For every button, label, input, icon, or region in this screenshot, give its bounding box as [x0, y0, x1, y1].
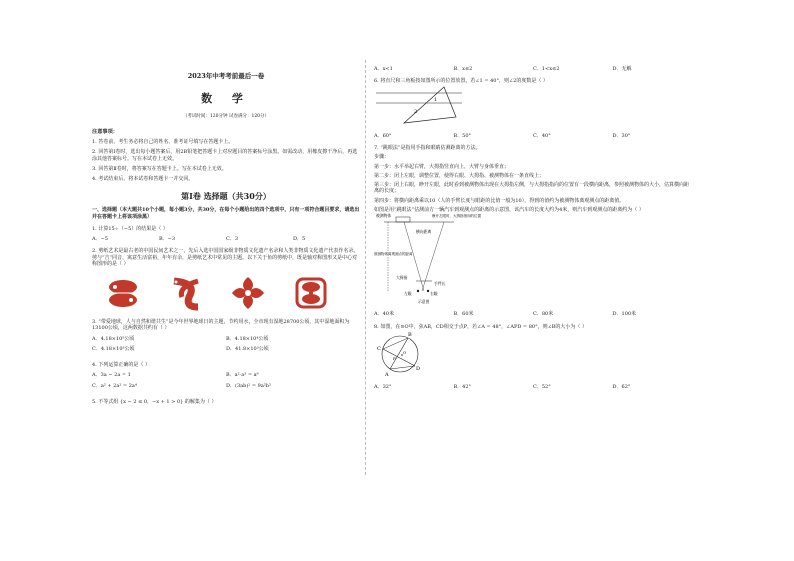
question-stem: 8. 如图，在⊙O中，弦AB，CD相交于点P，若∠A = 48°，∠APD = 80°，则∠B的大小为（ ）	[374, 323, 588, 330]
diagram-label-lateral: 横向距离	[416, 229, 432, 234]
diagram-label-left-eye-view: 睁开左眼时，大拇指指向的位置	[432, 214, 481, 218]
options	[92, 372, 360, 393]
question-stem: 7. “跳眼法”是指用手指和眼睛估测距离的方法。	[374, 145, 481, 151]
option-b: B．x≤2	[453, 66, 473, 72]
option-d: D．62°	[612, 384, 631, 390]
diagram-caption: 示意图	[418, 299, 430, 304]
question-stem: 6. 将直尺和三角板按如图所示的位置放置，若∠1 = 40°，则∠2的度数是（ ）	[374, 78, 548, 85]
point-label-o: O	[403, 349, 407, 355]
question-1	[92, 226, 360, 243]
options	[374, 133, 692, 139]
ruler-triangle-figure	[374, 85, 464, 127]
options	[92, 236, 360, 242]
option-b: B．−3	[159, 236, 176, 242]
section-title: 第Ⅰ卷 选择题（共30分）	[181, 191, 271, 202]
question-stem: 3. “带爱地球，人与自然和谐共生”是今年世界地球日的主题，节约用水，全市现有湿地28700公顷，其中湿地面积为13100公顷，这两数据共约有（ ）	[92, 319, 350, 332]
option-b: B．60米	[453, 311, 474, 318]
option-d: D．100米	[612, 311, 637, 318]
option-b: B．50°	[453, 132, 472, 139]
question-7	[374, 145, 692, 318]
option-a: A．3a − 2a = 1	[92, 372, 131, 379]
diagram-label-left-eye: 左眼	[404, 291, 412, 296]
papercut-fish-d-image	[291, 273, 331, 313]
question-stem: 4. 下列运算正确的是（ ）	[92, 362, 150, 368]
diagram-label-object: 被测物体	[376, 213, 392, 218]
option-a: A．32°	[374, 384, 392, 390]
section-instruction: 一、选择题（本大题共10个小题，每小题3分，共30分，在每个小题给出的四个选项中，只有一项符合题目要求，请选出并在答题卡上将该项涂黑）	[92, 207, 360, 220]
step-item: 第二步：闭上左眼，调整位置，使得右眼、大拇指、被测物体在一条直线上；	[374, 172, 545, 179]
option-c: C．1<x≤2	[533, 66, 560, 72]
option-c: C．40°	[533, 132, 551, 139]
diagram-label-thumb: 大拇指	[396, 275, 408, 280]
question-6	[374, 78, 692, 139]
svg-text:1: 1	[434, 96, 438, 103]
option-a: A．60°	[374, 132, 392, 139]
step-item: 第四步：将横向距离乘以10（人的手臂长度与眼距的比值一般为10），得到的值约为被测物体离观测点的距离值。	[374, 197, 625, 204]
option-a: A．40米	[374, 311, 394, 318]
right-column	[374, 62, 692, 390]
option-d: D．5	[293, 236, 306, 242]
option-c: C．a² + 2a² = 2a⁴	[92, 382, 137, 389]
point-label-b: B	[408, 331, 412, 338]
diagram-label-distance: 被测物体离观测点的距离	[374, 252, 413, 256]
question-stem: 1. 计算15÷（−5）的结果是（ ）	[92, 225, 168, 232]
note-item: 1. 答卷前，考生务必将自己的姓名、准考证号填写在答题卡上。	[92, 139, 234, 145]
subject-title: 数 学	[201, 92, 251, 106]
option-b: B．42°	[453, 384, 472, 390]
question-5-options	[374, 66, 692, 72]
exam-title: 2023年中考考前最后一卷	[187, 72, 265, 80]
step-item: 第三步：闭上右眼，睁开左眼，此时看到被测物体出现在大拇指左侧，与大拇指指向的位置有一段横向距离，参照被测物体的大小，估算横向距离的长度；	[374, 182, 690, 195]
papercut-figures	[92, 273, 342, 313]
option-c: C．80米	[533, 311, 554, 318]
option-a: A．x<1	[374, 66, 393, 72]
diagram-label-arm: 手臂长	[434, 281, 446, 286]
point-label-a: A	[385, 371, 389, 378]
options	[374, 384, 692, 390]
option-a: A．4.18×10⁵公顷	[92, 335, 135, 342]
note-item: 4. 考试结束后，将本试卷和答题卡一并交回。	[92, 176, 194, 182]
question-5	[92, 399, 360, 405]
point-label-d: D	[416, 365, 421, 372]
option-d: D．41.8×10³公顷	[226, 345, 269, 352]
options	[374, 311, 692, 317]
column-divider	[365, 60, 366, 475]
diagram-label-right-eye: 右眼	[430, 291, 438, 296]
left-column	[92, 62, 360, 405]
question-text: 如图是用“跳眼法”估测前方一辆汽车到观测点的距离的示意图，该汽车的长度大约为4米，则汽车到观测点的距离约为（ ）	[374, 206, 644, 213]
steps-label: 步骤：	[374, 154, 390, 161]
option-b: B．4.18×10⁴公顷	[226, 335, 269, 342]
question-4	[92, 362, 360, 393]
exam-info: （考试时间：120分钟 试卷满分：120分）	[182, 113, 270, 119]
notes-heading: 注意事项：	[92, 128, 118, 135]
options	[92, 336, 360, 357]
option-c: C．52°	[533, 384, 551, 390]
note-item: 2. 回答第Ⅰ卷时，选出每小题答案后，用2B铅笔把答题卡上对应题目的答案标号涂黑。如需改动，用橡皮擦干净后，再选涂其他答案标号。写在本试卷上无效。	[92, 149, 358, 162]
jump-eye-diagram	[374, 213, 494, 305]
option-d: D．30°	[612, 132, 631, 139]
point-label-c: C	[377, 345, 381, 352]
option-a: A．−5	[92, 236, 108, 242]
option-d: D．(3ab)² = 9a²b²	[226, 382, 272, 389]
option-d: D．无解	[612, 66, 632, 72]
papercut-fish-a-image	[103, 273, 143, 313]
question-stem: 5. 不等式组 {x − 2 ≤ 0，−x + 1 > 0} 的解集为（ ）	[92, 398, 217, 405]
question-3	[92, 319, 360, 356]
question-stem: 2. 剪纸艺术是最古老的中国民间艺术之一，先后入选中国国家级非物质文化遗产名录和人类非物质文化遗产代表作名录。剪与“吉”同音，寓意生活富裕，年年有余，是剪纸艺术中常见的主题。以下关于鱼的剪纸中，既是轴对称图形又是中心对称图形的是（ ）	[92, 248, 359, 267]
point-label-p: P	[393, 355, 396, 361]
circle-chord-figure	[374, 330, 424, 378]
svg-text:2: 2	[414, 108, 418, 115]
note-item: 3. 回答第Ⅱ卷时，将答案写在答题卡上。写在本试卷上无效。	[92, 165, 227, 172]
papercut-fish-c-image	[228, 273, 268, 313]
option-c: C．3	[226, 236, 239, 242]
step-item: 第一步：水平举起右臂，大拇指竖直向上，大臂与身体垂直；	[374, 163, 510, 170]
question-8	[374, 324, 692, 391]
papercut-fish-b-image	[166, 273, 206, 313]
option-c: C．4.18×10³公顷	[92, 345, 135, 352]
option-b: B．a²·a³ = a⁶	[226, 372, 259, 379]
question-2	[92, 248, 360, 313]
